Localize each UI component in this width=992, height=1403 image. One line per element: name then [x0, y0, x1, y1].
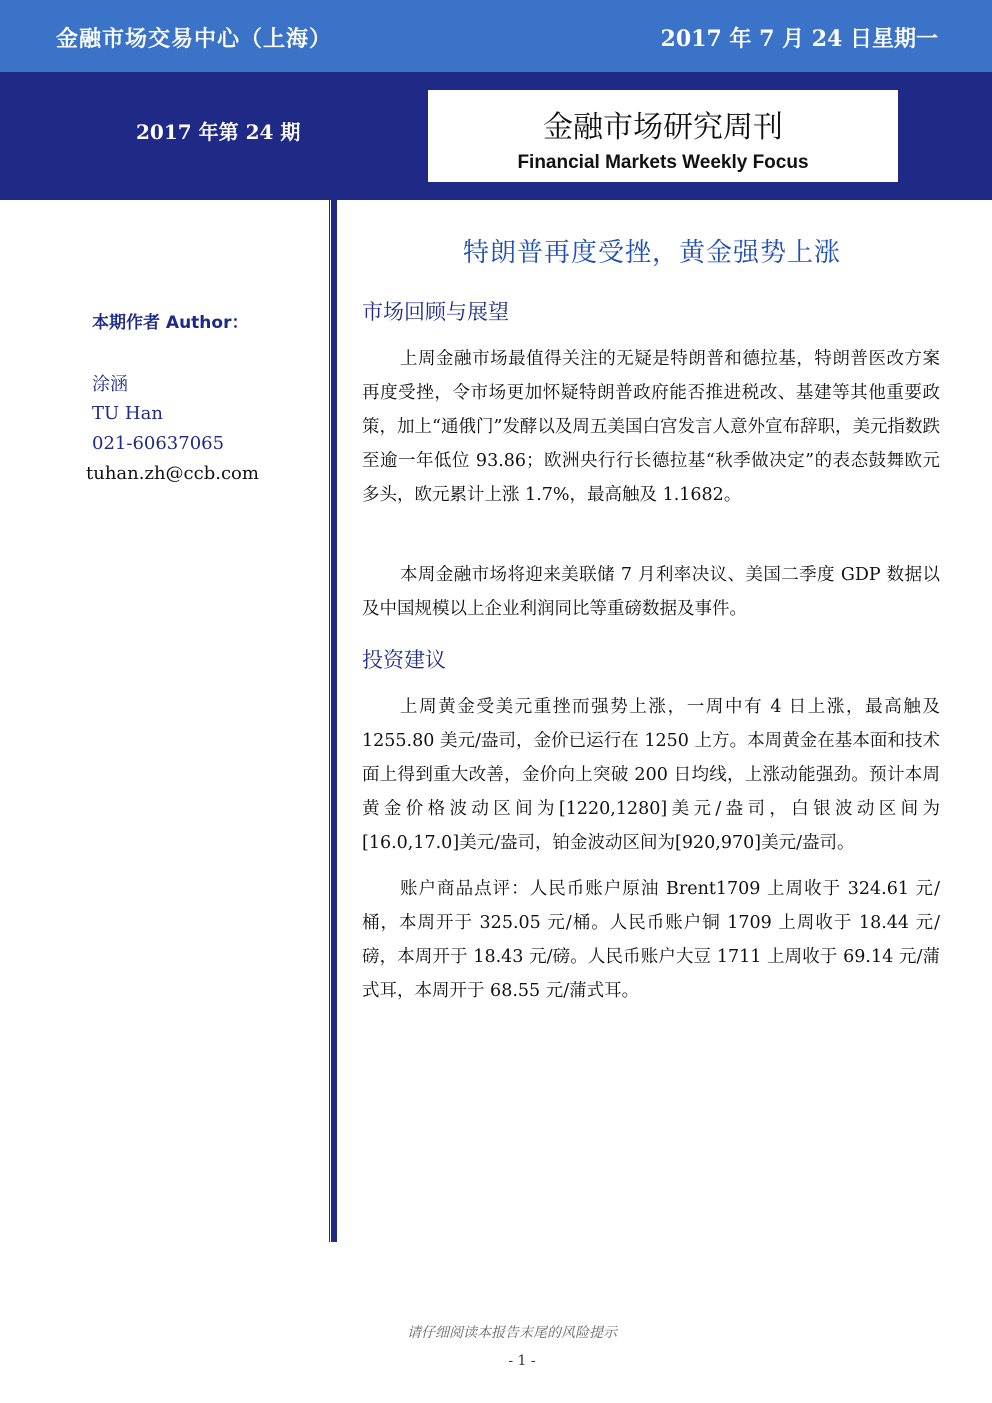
- issue-number: 2017 年第 24 期: [136, 120, 301, 144]
- risk-note: 请仔细阅读本报告末尾的风险提示: [407, 1325, 617, 1341]
- author-name-en: TU Han: [92, 403, 163, 424]
- report-date: 2017 年 7 月 24 日星期一: [660, 26, 938, 52]
- divider: [331, 200, 337, 1242]
- title-band: [0, 72, 992, 200]
- author-email[interactable]: tuhan.zh@ccb.com: [86, 463, 259, 484]
- section-title-review: 市场回顾与展望: [362, 300, 509, 324]
- publication-title: 金融市场研究周刊: [543, 110, 783, 145]
- top-bar: [0, 0, 992, 72]
- page-number: - 1 -: [508, 1353, 536, 1369]
- section-title-advice: 投资建议: [362, 648, 446, 672]
- paragraph: 账户商品点评：人民币账户原油 Brent1709 上周收于 324.61 元/桶，本周开于 325.05 元/桶。人民币账户铜 1709 上周收于 18.44 元/磅，本周开于 18.43 元/磅。人民币账户大豆 1711 上周收于 69.14 元/蒲式耳，本周开于 68.55 元/蒲式耳。: [362, 879, 940, 1001]
- title-box: [428, 90, 898, 182]
- publication-title-en: Financial Markets Weekly Focus: [517, 152, 809, 173]
- paragraph: 上周黄金受美元重挫而强势上涨，一周中有 4 日上涨，最高触及 1255.80 美元/盎司，金价已运行在 1250 上方。本周黄金在基本面和技术面上得到重大改善，金价向上突破 200 日均线，上涨动能强劲。预计本周黄金价格波动区间为[1220,1280]美元/盎司，白银波动区间为[16.0,17.0]美元/盎司，铂金波动区间为[920,970]美元/盎司。: [362, 697, 940, 853]
- author-name-cn: 涂涵: [92, 374, 128, 395]
- headline: 特朗普再度受挫，黄金强势上涨: [462, 238, 841, 268]
- author-phone: 021-60637065: [92, 433, 225, 454]
- paragraph: 上周金融市场最值得关注的无疑是特朗普和德拉基，特朗普医改方案再度受挫，令市场更加怀疑特朗普政府能否推进税改、基建等其他重要政策，加上“通俄门”发酵以及周五美国白宫发言人意外宣布辞职，美元指数跌至逾一年低位 93.86；欧洲央行行长德拉基“秋季做决定”的表态鼓舞欧元多头，欧元累计上涨 1.7%，最高触及 1.1682。: [362, 349, 940, 505]
- author-label: 本期作者 Author：: [92, 313, 249, 333]
- org-name: 金融市场交易中心（上海）: [56, 27, 333, 52]
- paragraph: 本周金融市场将迎来美联储 7 月利率决议、美国二季度 GDP 数据以及中国规模以上企业利润同比等重磅数据及事件。: [362, 565, 940, 619]
- divider-thin: [329, 200, 330, 1242]
